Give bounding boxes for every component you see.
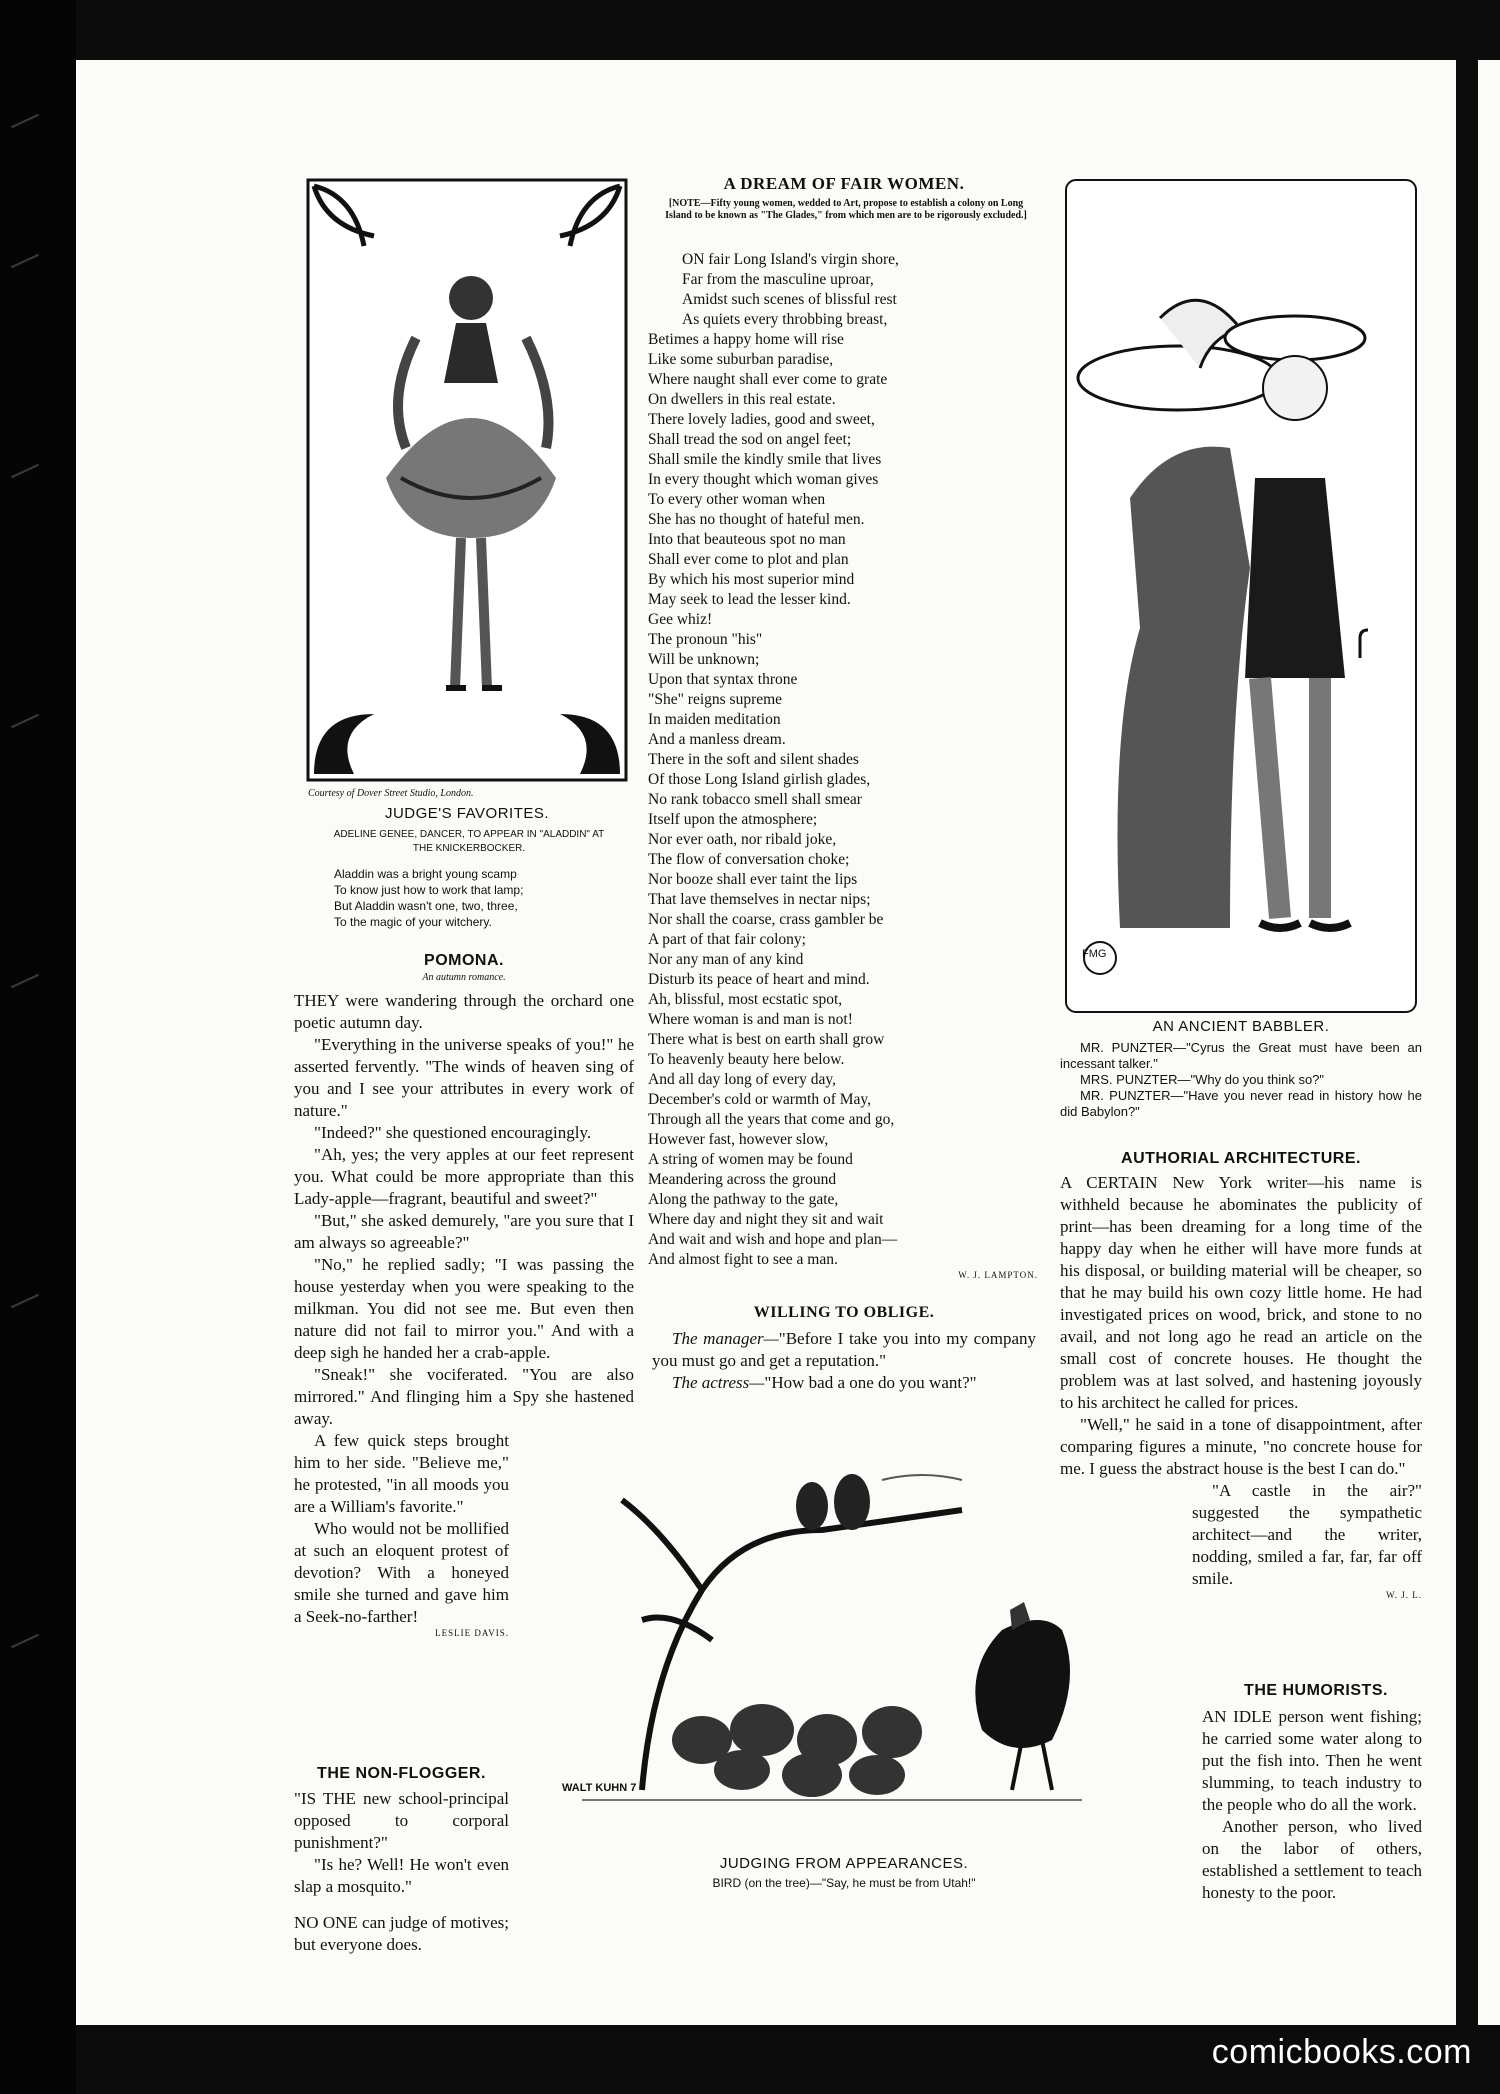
- poem-line: In maiden meditation: [648, 711, 781, 728]
- poem-line: Nor any man of any kind: [648, 951, 804, 968]
- poem-line: Like some suburban paradise,: [648, 351, 834, 368]
- dialogue-line: [1060, 1040, 1422, 1072]
- poem-line: Upon that syntax throne: [648, 671, 798, 688]
- magazine-page: [76, 60, 1456, 2025]
- line-text: "Before I take you into my company you must go and get a reputation.": [652, 1329, 1036, 1370]
- poem-line: To every other woman when: [648, 491, 826, 508]
- couple-illustration: [1060, 178, 1422, 1016]
- poem-line: To heavenly beauty here below.: [648, 1051, 845, 1068]
- poem-line: Meandering across the ground: [648, 1171, 837, 1188]
- poem-line: Itself upon the atmosphere;: [648, 811, 818, 828]
- poem-line: Nor booze shall ever taint the lips: [648, 871, 858, 888]
- line-text: "Why do you think so?": [1190, 1072, 1325, 1087]
- poem-line: Shall smile the kindly smile that lives: [648, 451, 882, 468]
- line-text: "Cyrus the Great must have been an incessant talker.": [1060, 1040, 1422, 1071]
- verse-line: Aladdin was a bright young scamp: [334, 867, 517, 881]
- poem-line: And wait and wish and hope and plan—: [648, 1231, 898, 1248]
- poem-line: And all day long of every day,: [648, 1071, 836, 1088]
- rooster-cartoon: [542, 1440, 1102, 1820]
- nonflogger-body: [294, 1788, 509, 1898]
- poem-line: May seek to lead the lesser kind.: [648, 591, 851, 608]
- architecture-body: [1060, 1172, 1422, 1600]
- verse-line: To know just how to work that lamp;: [334, 883, 524, 897]
- dialogue-line: [652, 1372, 1036, 1394]
- poem-line: Where naught shall ever come to grate: [648, 371, 888, 388]
- poem-line: December's cold or warmth of May,: [648, 1091, 872, 1108]
- humorists-title: THE HUMORISTS.: [1244, 1682, 1388, 1699]
- dialogue-line: [1060, 1088, 1422, 1120]
- paragraph: A CERTAIN New York writer—his name is withheld because he abominates the publicity of print—has been dreaming for a long time of the happy day when he either will have more funds at his disposal, or building material will be cheaper, so that he may build his own cozy little home. He had investigated prices on wood, brick, and stone to no avail, and not long ago he read an article on the small cost of concrete houses. He thought the problem was at last solved, and hastening joyously to his architect he called for prices.: [1060, 1173, 1422, 1412]
- dream-title: A DREAM OF FAIR WOMEN.: [723, 174, 965, 193]
- paragraph: "Is he? Well! He won't even slap a mosquito.": [294, 1855, 509, 1896]
- poem-line: Through all the years that come and go,: [648, 1111, 895, 1128]
- verse-line: To the magic of your witchery.: [334, 915, 492, 929]
- judges-favorites-subtitle: ADELINE GENEE, DANCER, TO APPEAR IN "ALADDIN" AT THE KNICKERBOCKER.: [333, 829, 605, 854]
- paragraph: Who would not be mollified at such an eloquent protest of devotion? With a honeyed smile she turned and gave him a Seek-no-farther!: [294, 1519, 509, 1626]
- dialogue-line: [652, 1328, 1036, 1372]
- poem-line: Disturb its peace of heart and mind.: [648, 971, 870, 988]
- poem-line: Gee whiz!: [648, 611, 713, 628]
- poem-line: Shall ever come to plot and plan: [648, 551, 849, 568]
- poem-line: On dwellers in this real estate.: [648, 391, 836, 408]
- paragraph: THEY were wandering through the orchard one poetic autumn day.: [294, 991, 634, 1032]
- poem-line: The flow of conversation choke;: [648, 851, 850, 868]
- dialogue-line: [1060, 1072, 1422, 1088]
- poem-line: There lovely ladies, good and sweet,: [648, 411, 875, 428]
- poem-line: No rank tobacco smell shall smear: [648, 791, 862, 808]
- judges-verse: [334, 866, 634, 930]
- poem-line: Amidst such scenes of blissful rest: [682, 291, 897, 308]
- speaker: MR. PUNZTER—: [1080, 1040, 1187, 1055]
- babbler-dialogue: [1060, 1040, 1422, 1120]
- verse-line: But Aladdin wasn't one, two, three,: [334, 899, 518, 913]
- poem-line: She has no thought of hateful men.: [648, 511, 865, 528]
- paragraph: "Ah, yes; the very apples at our feet represent you. What could be more appropriate than this Lady-apple—fragrant, beautiful and sweet?": [294, 1145, 634, 1208]
- poem-line: And a manless dream.: [648, 731, 786, 748]
- signature: W. J. L.: [1386, 1590, 1422, 1600]
- poem-line: Shall tread the sod on angel feet;: [648, 431, 852, 448]
- dream-note: [NOTE—Fifty young women, wedded to Art, propose to establish a colony on Long Island to be known as "The Glades," from which men are to be rigorously excluded.]: [665, 198, 1027, 221]
- humorists-body: [1202, 1706, 1422, 1904]
- speaker: The actress—: [672, 1373, 765, 1392]
- paragraph: "Well," he said in a tone of disappointment, after comparing figures a minute, "no concrete house for me. I guess the abstract house is the best I can do.": [1060, 1415, 1422, 1478]
- judges-favorites-title: JUDGE'S FAVORITES.: [384, 805, 550, 822]
- poem-line: Into that beauteous spot no man: [648, 531, 846, 548]
- architecture-title: AUTHORIAL ARCHITECTURE.: [1121, 1150, 1361, 1167]
- paragraph: "Everything in the universe speaks of you!" he asserted fervently. "The winds of heaven sing of you and I see your attributes in every work of nature.": [294, 1035, 634, 1120]
- paragraph: Another person, who lived on the labor of others, established a settlement to teach honesty to the poor.: [1202, 1817, 1422, 1902]
- poem-line: Nor ever oath, nor ribald joke,: [648, 831, 837, 848]
- poem-line: By which his most superior mind: [648, 571, 855, 588]
- line-text: "How bad a one do you want?": [764, 1373, 977, 1392]
- caption-text: "Say, he must be from Utah!": [821, 1876, 976, 1890]
- oblige-title: WILLING TO OBLIGE.: [753, 1304, 935, 1321]
- poem-line: Along the pathway to the gate,: [648, 1191, 839, 1208]
- poem-line: However fast, however slow,: [648, 1131, 829, 1148]
- poem-line: And almost fight to see a man.: [648, 1251, 838, 1268]
- poem-line: Will be unknown;: [648, 651, 760, 668]
- poem-line: A part of that fair colony;: [648, 931, 806, 948]
- poem-line: "She" reigns supreme: [648, 691, 783, 708]
- poem-line: There what is best on earth shall grow: [648, 1031, 885, 1048]
- nonflogger-title: THE NON-FLOGGER.: [317, 1765, 486, 1782]
- babbler-title: AN ANCIENT BABBLER.: [1152, 1018, 1330, 1035]
- pomona-title: POMONA.: [424, 952, 504, 969]
- paragraph: "Indeed?" she questioned encouragingly.: [314, 1123, 592, 1142]
- adjacent-page-edge: [1478, 60, 1500, 2025]
- poem-line: Ah, blissful, most ecstatic spot,: [648, 991, 843, 1008]
- poem-line: Of those Long Island girlish glades,: [648, 771, 871, 788]
- poem-line: There in the soft and silent shades: [648, 751, 859, 768]
- oblige-body: [652, 1328, 1036, 1394]
- paragraph: "No," he replied sadly; "I was passing the house yesterday when you were speaking to the milkman. You did not see me. But even then nature did not fail to mirror you." And with a deep sigh he handed her a crab-apple.: [294, 1255, 634, 1362]
- poem-line: That lave themselves in nectar nips;: [648, 891, 871, 908]
- poem-line: As quiets every throbbing breast,: [682, 311, 888, 328]
- watermark: comicbooks.com: [1211, 2033, 1472, 2071]
- poem-line: Betimes a happy home will rise: [648, 331, 844, 348]
- poem-line: The pronoun "his": [648, 631, 763, 648]
- signature: LESLIE DAVIS.: [435, 1628, 509, 1638]
- poem-line: ON fair Long Island's virgin shore,: [682, 251, 899, 268]
- no-one-paragraph: NO ONE can judge of motives; but everyone does.: [294, 1913, 509, 1954]
- line-text: "Have you never read in history how he did Babylon?": [1060, 1088, 1422, 1119]
- paragraph: "IS THE new school-principal opposed to corporal punishment?": [294, 1789, 509, 1852]
- scan-margin: [0, 0, 76, 2094]
- paragraph: AN IDLE person went fishing; he carried some water along to put the fish into. Then he went slumming, to teach industry to the people who do all the work.: [1202, 1707, 1422, 1814]
- paragraph: A few quick steps brought him to her side. "Believe me," he protested, "in all moods you are a William's favorite.": [294, 1431, 509, 1516]
- paragraph: "But," she asked demurely, "are you sure that I am always so agreeable?": [294, 1211, 634, 1252]
- photo-credit: Courtesy of Dover Street Studio, London.: [308, 788, 474, 799]
- judging-caption: [642, 1876, 1046, 1890]
- poem-line: In every thought which woman gives: [648, 471, 879, 488]
- judging-title: JUDGING FROM APPEARANCES.: [719, 1855, 969, 1872]
- poem-line: Where day and night they sit and wait: [648, 1211, 884, 1228]
- poem-line: A string of women may be found: [648, 1151, 853, 1168]
- paragraph: "Sneak!" she vociferated. "You are also mirrored." And flinging him a Spy she hastened away.: [294, 1365, 634, 1428]
- dancer-photo: [306, 178, 628, 782]
- speaker: MRS. PUNZTER—: [1080, 1072, 1191, 1087]
- paragraph: "A castle in the air?" suggested the sympathetic architect—and the writer, nodding, smiled a far, far, far off smile.: [1192, 1481, 1422, 1588]
- speaker: BIRD (on the tree)—: [712, 1876, 822, 1890]
- poem-line: Nor shall the coarse, crass gambler be: [648, 911, 884, 928]
- poem-line: Far from the masculine uproar,: [682, 271, 874, 288]
- speaker: The manager—: [672, 1329, 779, 1348]
- dream-poem: [648, 250, 1038, 1280]
- pomona-subtitle: An autumn romance.: [422, 972, 506, 983]
- artist-monogram: FMG: [1082, 948, 1107, 960]
- poem-line: Where woman is and man is not!: [648, 1011, 853, 1028]
- signature: W. J. LAMPTON.: [958, 1270, 1038, 1280]
- cartoon-artist-signature: WALT KUHN 7: [562, 1782, 637, 1794]
- speaker: MR. PUNZTER—: [1080, 1088, 1184, 1103]
